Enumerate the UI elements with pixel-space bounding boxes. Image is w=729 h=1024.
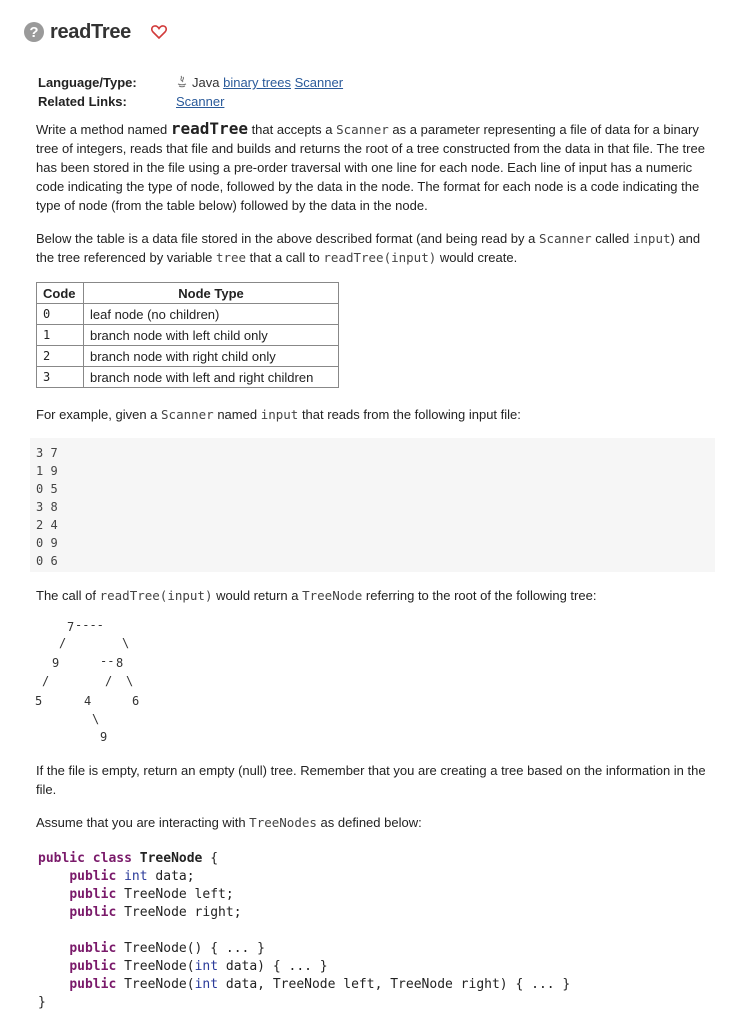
page-header <box>24 18 167 46</box>
empty-file-note: If the file is empty, return an empty (null) tree. Remember that you are creating a tree based on the information in the file. <box>36 763 706 797</box>
page-title: readTree <box>50 20 131 43</box>
table-header-code: Code <box>37 283 84 304</box>
tree-edge-dashes: -- <box>100 654 115 668</box>
tree-edge: / <box>105 674 113 688</box>
tree-edge: / <box>42 674 50 688</box>
table-row: 2 branch node with right child only <box>37 346 339 367</box>
tree-edge: \ <box>122 636 130 650</box>
tree-node-9b: 9 <box>100 730 108 744</box>
language-value: Java <box>192 75 220 90</box>
tree-node-8: 8 <box>116 656 124 670</box>
language-label: Language/Type: <box>38 75 137 90</box>
method-name: readTree <box>170 119 248 138</box>
related-links-label: Related Links: <box>38 94 127 109</box>
example-paragraph: For example, given a Scanner named input that reads from the following input file: <box>36 407 521 422</box>
java-icon <box>176 75 188 89</box>
help-icon[interactable]: ? <box>24 22 44 42</box>
input-file-box <box>30 438 715 572</box>
tree-node-5: 5 <box>35 694 43 708</box>
related-link-scanner[interactable]: Scanner <box>176 94 225 109</box>
tag-binary-trees[interactable]: binary trees <box>223 75 292 90</box>
tree-edge-dashes: ---- <box>75 618 104 632</box>
table-header-node-type: Node Type <box>84 283 339 304</box>
favorite-heart-icon[interactable] <box>151 25 167 39</box>
problem-meta <box>38 73 343 111</box>
tree-edge: \ <box>92 712 100 726</box>
assume-paragraph: Assume that you are interacting with TreeNodes as defined below: <box>36 815 422 830</box>
treenode-class-code: public class TreeNode { public int data; public TreeNode left; public TreeNode right; public TreeNode() { ... } public TreeNode(int data) { ... } public TreeNode(int data, TreeNode left, TreeNode right) { ... } } <box>38 851 571 1010</box>
format-paragraph: Below the table is a data file stored in the above described format (and being read by a Scanner called input) and the tree referenced by variable tree that a call to readTree(input) would create. <box>36 231 701 265</box>
result-paragraph: The call of readTree(input) would return a TreeNode referring to the root of the following tree: <box>36 588 597 603</box>
tree-edge: / <box>59 636 67 650</box>
input-file-lines: 3 7 1 9 0 5 3 8 2 4 0 9 0 6 <box>36 446 58 568</box>
tree-node-4: 4 <box>84 694 92 708</box>
table-row: 1 branch node with left child only <box>37 325 339 346</box>
tree-edge: \ <box>126 674 134 688</box>
description-paragraph: Write a method named readTree that accepts a Scanner as a parameter representing a file of data for a binary tree of integers, reads that file and builds and returns the root of a tree constructed from the data in that file. The tree has been stored in the file using a pre-order traversal with one line for each node. Each line of input has a numeric code indicating the type of node, followed by the data in the node. The format for each node is a code indicating the type of node (from the table below) followed by the data in the node. <box>36 119 705 213</box>
tree-node-6: 6 <box>132 694 140 708</box>
tree-node-root: 7 <box>67 620 75 634</box>
node-type-table <box>36 282 339 388</box>
tag-scanner[interactable]: Scanner <box>294 75 344 90</box>
table-row: 0 leaf node (no children) <box>37 304 339 325</box>
table-row: 3 branch node with left and right children <box>37 367 339 388</box>
tree-node-9: 9 <box>52 656 60 670</box>
